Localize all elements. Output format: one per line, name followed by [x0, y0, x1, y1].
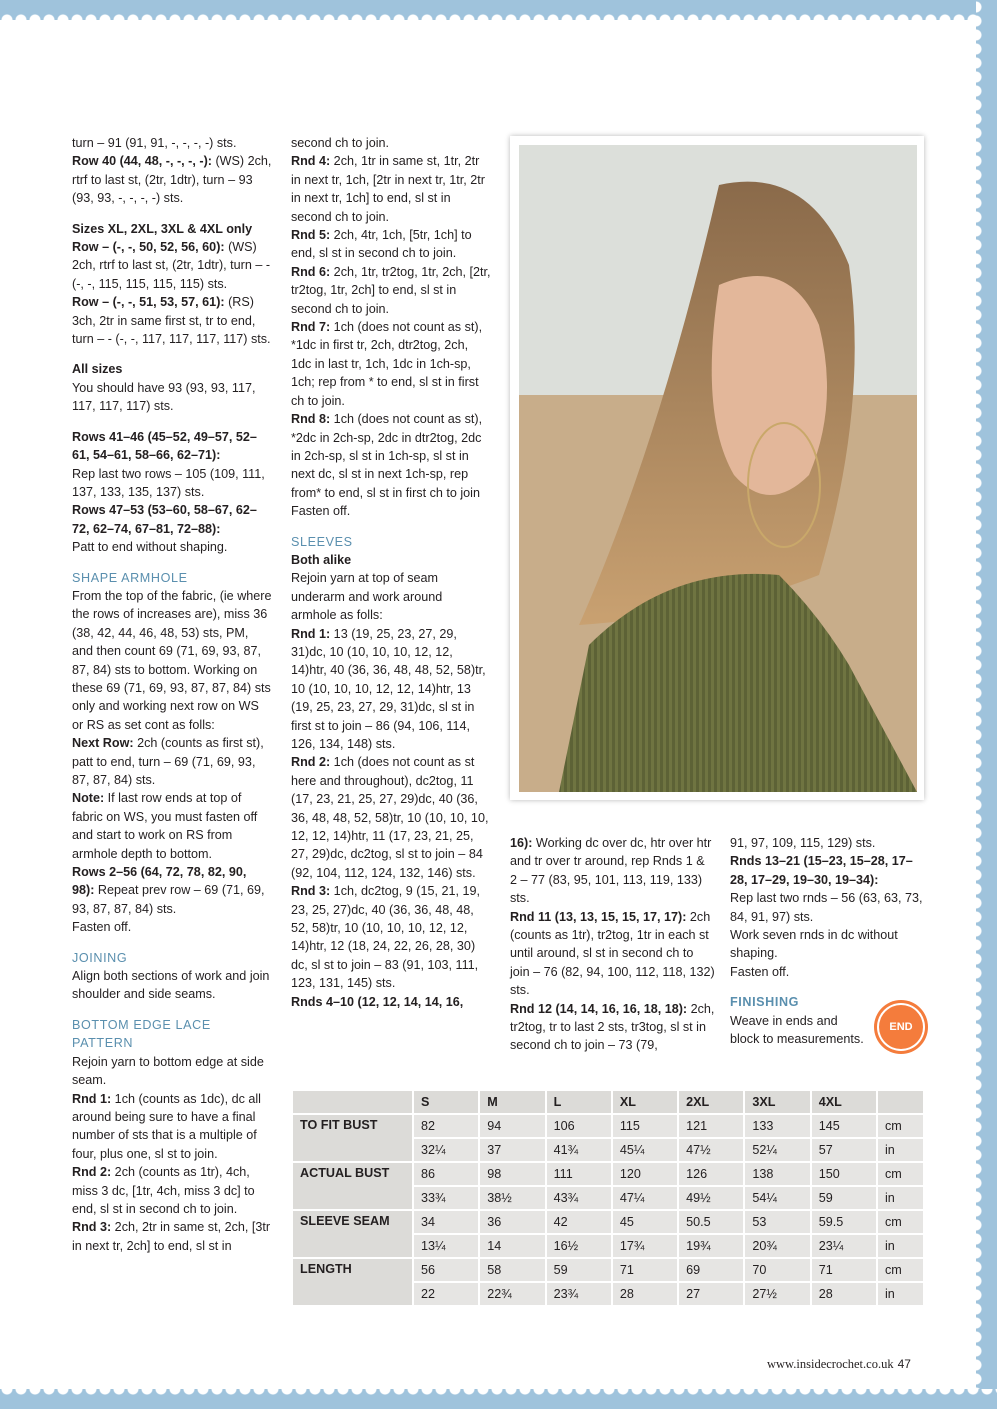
size-value: 45	[613, 1211, 677, 1233]
size-value: 121	[679, 1115, 743, 1137]
size-value: 111	[547, 1163, 611, 1185]
text: Fasten off.	[72, 920, 132, 935]
size-value: 82	[414, 1115, 478, 1137]
size-value: 69	[679, 1259, 743, 1281]
size-header: XL	[613, 1091, 677, 1113]
unit-label: cm	[878, 1115, 923, 1137]
size-header: 4XL	[812, 1091, 876, 1113]
text: turn – 91 (91, 91, -, -, -, -) sts.	[72, 136, 237, 150]
unit-label: in	[878, 1235, 923, 1257]
sleeve-rnds-4-10-cont: 16): Working dc over dc, htr over htr and tr over tr around, rep Rnds 1 & 2 – 77 (83, 95, 101, 113, 119, 133) sts.	[510, 836, 712, 906]
size-value: 86	[414, 1163, 478, 1185]
rnd-5: Rnd 5: 2ch, 4tr, 1ch, [5tr, 1ch] to end, sl st in second ch to join.	[291, 228, 472, 261]
size-header: 2XL	[679, 1091, 743, 1113]
section-heading-shape-armhole: SHAPE ARMHOLE	[72, 570, 188, 585]
text: Patt to end without shaping.	[72, 540, 228, 555]
size-value: 145	[812, 1115, 876, 1137]
size-value: 23¾	[547, 1283, 611, 1305]
row-a: Row – (-, -, 50, 52, 56, 60): (WS) 2ch, rtrf to last st, (2tr, 1dtr), turn – - (-, -, 115, 115, 115, 115) sts.	[72, 240, 271, 291]
size-value: 98	[480, 1163, 544, 1185]
rnd-3: Rnd 3: 2ch, 2tr in same st, 2ch, [3tr in next tr, 2ch] to end, sl st in	[72, 1220, 271, 1253]
size-table-row	[293, 1115, 923, 1137]
unit-label: cm	[878, 1259, 923, 1281]
sleeve-rnd-12: Rnd 12 (14, 14, 16, 16, 18, 18): 2ch, tr2tog, tr to last 2 sts, tr3tog, sl st in second ch to join – 73 (79,	[510, 1001, 715, 1053]
size-value: 20¾	[745, 1235, 809, 1257]
unit-label: in	[878, 1283, 923, 1305]
size-value: 94	[480, 1115, 544, 1137]
sleeve-rnds-4-10: Rnds 4–10 (12, 12, 14, 14, 16,	[291, 994, 464, 1009]
size-value: 17¾	[613, 1235, 677, 1257]
size-value: 54¼	[745, 1187, 809, 1209]
measurement-label: SLEEVE SEAM	[293, 1211, 412, 1257]
size-value: 71	[812, 1259, 876, 1281]
rnd-6: Rnd 6: 2ch, 1tr, tr2tog, 1tr, 2ch, [2tr, tr2tog, 1tr, 2ch] to end, sl st in second ch to join.	[291, 264, 491, 316]
size-rows	[293, 1115, 923, 1305]
sleeve-rnd-11: Rnd 11 (13, 13, 15, 15, 17, 17): 2ch (counts as 1tr), tr2tog, 1tr in each st until around, sl st in second ch to join – 76 (82, 94, 100, 112, 118, 132) sts.	[510, 909, 715, 998]
text: Rep last two rnds – 56 (63, 63, 73, 84, 91, 97) sts.	[730, 891, 923, 924]
measurement-label: ACTUAL BUST	[293, 1163, 412, 1209]
size-value: 150	[812, 1163, 876, 1185]
size-value: 42	[547, 1211, 611, 1233]
unit-label: cm	[878, 1211, 923, 1233]
model-illustration	[519, 145, 917, 792]
row-40: Row 40 (44, 48, -, -, -, -): (WS) 2ch, rtrf to last st, (2tr, 1dtr), turn – 93 (93, 93, -, -, -, -) sts.	[72, 154, 272, 206]
size-value: 23¼	[812, 1235, 876, 1257]
text: Rejoin yarn at top of seam underarm and work around armhole as folls:	[291, 571, 443, 623]
decorative-border-top	[0, 0, 997, 20]
size-value: 28	[613, 1283, 677, 1305]
size-value: 115	[613, 1115, 677, 1137]
size-value: 57	[812, 1139, 876, 1161]
rnd-1: Rnd 1: 1ch (counts as 1dc), dc all around being sure to have a final number of sts that is a multiple of four, plus one, sl st to join.	[72, 1091, 261, 1161]
size-value: 45¼	[613, 1139, 677, 1161]
section-heading-finishing: FINISHING	[730, 995, 800, 1010]
footer	[767, 1357, 911, 1372]
text: Rep last two rows – 105 (109, 111, 137, 133, 135, 137) sts.	[72, 466, 265, 499]
size-table	[291, 1089, 925, 1307]
size-value: 47¼	[613, 1187, 677, 1209]
size-value: 33¾	[414, 1187, 478, 1209]
section-heading-lace: BOTTOM EDGE LACE PATTERN	[72, 1017, 211, 1051]
sleeve-rnds-13-21: Rnds 13–21 (15–23, 15–28, 17–28, 17–29, 19–30, 19–34):	[730, 854, 913, 887]
size-value: 22¾	[480, 1283, 544, 1305]
measurement-label: LENGTH	[293, 1259, 412, 1305]
unit-label: cm	[878, 1163, 923, 1185]
pattern-column-1	[72, 134, 272, 1255]
section-heading-sleeves: SLEEVES	[291, 534, 353, 549]
text: Work seven rnds in dc without shaping.	[730, 928, 898, 961]
size-table-row	[293, 1211, 923, 1233]
size-value: 120	[613, 1163, 677, 1185]
blank-header-cell	[878, 1091, 923, 1113]
rnd-8: Rnd 8: 1ch (does not count as st), *2dc in 2ch-sp, 2dc in dtr2tog, 2dc in 2ch-sp, sl st in 1ch-sp, sl st in next dc, sl st in next 1ch-sp, rep from* to end, sl st in first ch to join	[291, 412, 483, 500]
size-value: 32¼	[414, 1139, 478, 1161]
model-photo	[519, 145, 917, 792]
size-value: 49½	[679, 1187, 743, 1209]
text: second ch to join.	[291, 136, 390, 150]
size-table-row	[293, 1259, 923, 1281]
text: Rejoin yarn to bottom edge at side seam.	[72, 1054, 264, 1088]
size-value: 43¾	[547, 1187, 611, 1209]
size-value: 133	[745, 1115, 809, 1137]
size-value: 53	[745, 1211, 809, 1233]
text: Fasten off.	[291, 504, 351, 519]
rnd-2: Rnd 2: 2ch (counts as 1tr), 4ch, miss 3 dc, [1tr, 4ch, miss 3 dc] to end, sl st in second ch to join.	[72, 1165, 255, 1216]
all-sizes-heading: All sizes	[72, 362, 123, 377]
measurement-label: TO FIT BUST	[293, 1115, 412, 1161]
sizes-heading: Sizes XL, 2XL, 3XL & 4XL only	[72, 221, 253, 236]
both-alike: Both alike	[291, 552, 352, 567]
section-heading-joining: JOINING	[72, 950, 128, 965]
size-value: 36	[480, 1211, 544, 1233]
size-value: 59	[547, 1259, 611, 1281]
size-value: 14	[480, 1235, 544, 1257]
size-value: 34	[414, 1211, 478, 1233]
text: Fasten off.	[730, 964, 790, 979]
text: 91, 97, 109, 115, 129) sts.	[730, 836, 876, 850]
size-value: 38½	[480, 1187, 544, 1209]
size-value: 56	[414, 1259, 478, 1281]
size-table-row	[293, 1163, 923, 1185]
decorative-border-bottom	[0, 1389, 997, 1409]
sleeve-rnd-2: Rnd 2: 1ch (does not count as st here and throughout), dc2tog, 11 (17, 23, 21, 25, 27, 29)dc, 40 (36, 36, 48, 48, 52, 58)tr, 10 (10, 10, 10, 12, 12, 14)htr, 11 (17, 23, 21, 25, 27, 29)dc, dc2tog, sl st to join – 84 (92, 104, 112, 124, 132, 146) sts.	[291, 755, 489, 880]
page-number: 47	[897, 1357, 911, 1371]
size-header: L	[547, 1091, 611, 1113]
size-value: 58	[480, 1259, 544, 1281]
pattern-column-2	[291, 134, 491, 1011]
text: You should have 93 (93, 93, 117, 117, 117, 117) sts.	[72, 380, 256, 414]
size-value: 50.5	[679, 1211, 743, 1233]
size-value: 41¾	[547, 1139, 611, 1161]
size-value: 71	[613, 1259, 677, 1281]
decorative-border-right	[976, 0, 997, 1409]
size-header-row	[293, 1091, 923, 1113]
rnd-4: Rnd 4: 2ch, 1tr in same st, 1tr, 2tr in next tr, 1ch, [2tr in next tr, 1tr, 2tr in next tr, 1ch] to end, sl st in second ch to join.	[291, 154, 485, 224]
text: Weave in ends and block to measurements.	[730, 1013, 864, 1047]
text: Align both sections of work and join shoulder and side seams.	[72, 969, 270, 1002]
size-value: 13¼	[414, 1235, 478, 1257]
note: Note: If last row ends at top of fabric on WS, you must fasten off and start to work on RS from armhole depth to bottom.	[72, 791, 258, 861]
size-value: 138	[745, 1163, 809, 1185]
size-value: 59	[812, 1187, 876, 1209]
row-b: Row – (-, -, 51, 53, 57, 61): (RS) 3ch, 2tr in same first st, tr to end, turn – - (-, -, 117, 117, 117, 117) sts.	[72, 295, 271, 347]
footer-url: www.insidecrochet.co.uk	[767, 1357, 894, 1371]
unit-label: in	[878, 1139, 923, 1161]
rows-41-label: Rows 41–46 (45–52, 49–57, 52–61, 54–61, 58–66, 62–71):	[72, 429, 257, 463]
size-value: 22	[414, 1283, 478, 1305]
rows-2-56: Rows 2–56 (64, 72, 78, 82, 90, 98): Repeat prev row – 69 (71, 69, 93, 87, 87, 84) sts.	[72, 865, 265, 916]
size-header: M	[480, 1091, 544, 1113]
size-value: 47½	[679, 1139, 743, 1161]
sleeve-rnd-3: Rnd 3: 1ch, dc2tog, 9 (15, 21, 19, 23, 25, 27)dc, 40 (36, 36, 48, 48, 52, 58)tr, 10 (10, 10, 10, 12, 12, 14)htr, 12 (18, 24, 22, 26, 28, 30) dc, sl st to join – 83 (91, 103, 111, 123, 131, 145) sts.	[291, 884, 481, 991]
size-value: 27	[679, 1283, 743, 1305]
unit-label: in	[878, 1187, 923, 1209]
sleeve-rnd-1: Rnd 1: 13 (19, 25, 23, 27, 29, 31)dc, 10 (10, 10, 10, 12, 12, 14)htr, 40 (36, 36, 48, 48, 52, 58)tr, 10 (10, 10, 10, 12, 12, 14)htr, 13 (19, 25, 23, 27, 29, 31)dc, sl st in first st to join – 86 (94, 106, 114, 126, 134, 148) sts.	[291, 626, 486, 751]
size-value: 52¼	[745, 1139, 809, 1161]
text: From the top of the fabric, (ie where the rows of increases are), miss 36 (38, 42, 44, 46, 48, 53) sts, PM, and then count 69 (71, 69, 93, 87, 87, 84) sts to bottom. Working on these 69 (71, 69, 93, 87, 87, 84) sts only and working next row on WS or RS as set cont as folls:	[72, 588, 272, 732]
blank-header-cell	[293, 1091, 412, 1113]
rows-47-label: Rows 47–53 (53–60, 58–67, 62–72, 62–74, 67–81, 72–88):	[72, 503, 257, 536]
rnd-7: Rnd 7: 1ch (does not count as st), *1dc in first tr, 2ch, dtr2tog, 2ch, 1dc in last tr, 1ch, 1dc in 1ch-sp, 1ch; rep from * to end, sl st in first ch to join.	[291, 320, 483, 408]
size-value: 27½	[745, 1283, 809, 1305]
photo-frame	[510, 136, 924, 800]
size-value: 28	[812, 1283, 876, 1305]
size-value: 19¾	[679, 1235, 743, 1257]
size-value: 16½	[547, 1235, 611, 1257]
size-value: 37	[480, 1139, 544, 1161]
end-badge: END	[877, 1003, 925, 1051]
size-value: 126	[679, 1163, 743, 1185]
size-value: 70	[745, 1259, 809, 1281]
pattern-column-3	[510, 834, 715, 1055]
next-row: Next Row: 2ch (counts as first st), patt to end, turn – 69 (71, 69, 93, 87, 87, 84) sts.	[72, 736, 264, 787]
size-value: 106	[547, 1115, 611, 1137]
size-header: 3XL	[745, 1091, 809, 1113]
size-value: 59.5	[812, 1211, 876, 1233]
size-header: S	[414, 1091, 478, 1113]
